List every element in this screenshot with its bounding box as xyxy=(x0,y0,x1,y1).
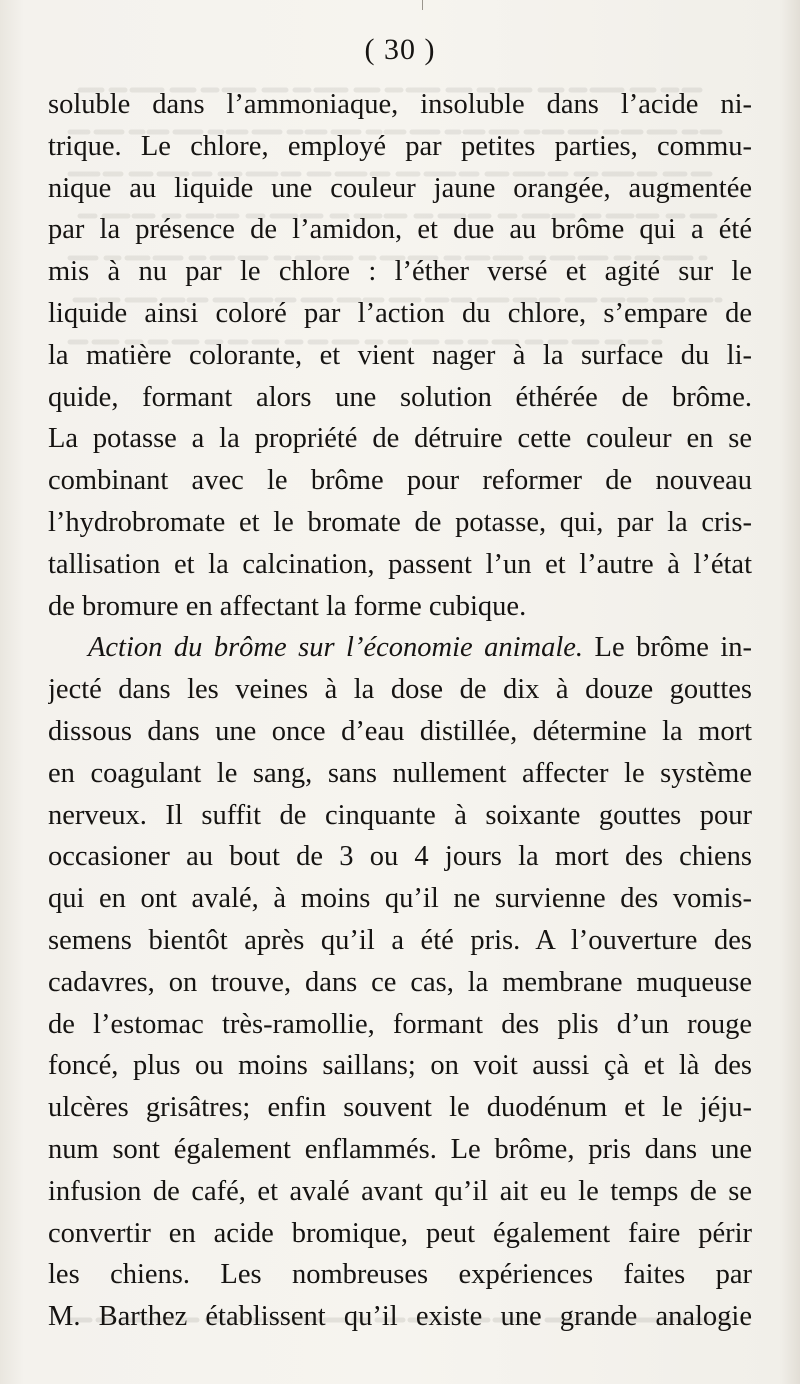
page-edge-mark xyxy=(422,0,423,10)
text-line: semens bientôt après qu’il a été pris. A l’ouverture des xyxy=(48,924,752,956)
text-line: convertir en acide bromique, peut également faire périr xyxy=(48,1217,752,1249)
text-fragment: Le brôme in- xyxy=(583,632,752,664)
text-line: infusion de café, et avalé avant qu’il ait eu le temps de se xyxy=(48,1175,752,1207)
text-line: M. Barthez établissent qu’il existe une grande analogie xyxy=(48,1301,752,1333)
text-line: en coagulant le sang, sans nullement affecter le système xyxy=(48,757,752,789)
text-line: de bromure en affectant la forme cubique. xyxy=(48,590,527,622)
text-line: tallisation et la calcination, passent l’un et l’autre à l’état xyxy=(48,548,752,580)
text-line: quide, formant alors une solution éthérée de brôme. xyxy=(48,381,752,413)
text-line: num sont également enflammés. Le brôme, pris dans une xyxy=(48,1133,752,1165)
text-line: qui en ont avalé, à moins qu’il ne survienne des vomis- xyxy=(48,883,752,915)
text-line: jecté dans les veines à la dose de dix à douze gouttes xyxy=(48,674,752,706)
text-line: par la présence de l’amidon, et due au brôme qui a été xyxy=(48,214,752,246)
text-line: occasioner au bout de 3 ou 4 jours la mort des chiens xyxy=(48,841,752,873)
text-line: dissous dans une once d’eau distillée, détermine la mort xyxy=(48,715,752,747)
text-line: de l’estomac très-ramollie, formant des plis d’un rouge xyxy=(48,1008,752,1040)
text-line: combinant avec le brôme pour reformer de nouveau xyxy=(48,465,752,497)
text-line: La potasse a la propriété de détruire cette couleur en se xyxy=(48,423,752,455)
text-line: liquide ainsi coloré par l’action du chlore, s’empare de xyxy=(48,297,752,329)
text-line: la matière colorante, et vient nager à la surface du li- xyxy=(48,339,752,371)
body-text xyxy=(48,84,752,1338)
text-line: trique. Le chlore, employé par petites parties, commu- xyxy=(48,130,752,162)
text-line: cadavres, on trouve, dans ce cas, la membrane muqueuse xyxy=(48,966,752,998)
text-line: soluble dans l’ammoniaque, insoluble dans l’acide ni- xyxy=(48,89,752,120)
text-line: ulcères grisâtres; enfin souvent le duodénum et le jéju- xyxy=(48,1092,752,1124)
section-heading: Action du brôme sur l’économie animale. xyxy=(88,632,584,664)
text-line: nique au liquide une couleur jaune orangée, augmentée xyxy=(48,172,752,204)
text-line: foncé, plus ou moins saillans; on voit aussi çà et là des xyxy=(48,1050,752,1082)
text-line: nerveux. Il suffit de cinquante à soixante gouttes pour xyxy=(48,799,752,831)
text-line: les chiens. Les nombreuses expériences faites par xyxy=(48,1259,752,1291)
section-heading-line xyxy=(48,627,752,669)
page-number: ( 30 ) xyxy=(364,33,436,66)
text-line: mis à nu par le chlore : l’éther versé et agité sur le xyxy=(48,256,752,288)
text-line: l’hydrobromate et le bromate de potasse, qui, par la cris- xyxy=(48,506,752,538)
